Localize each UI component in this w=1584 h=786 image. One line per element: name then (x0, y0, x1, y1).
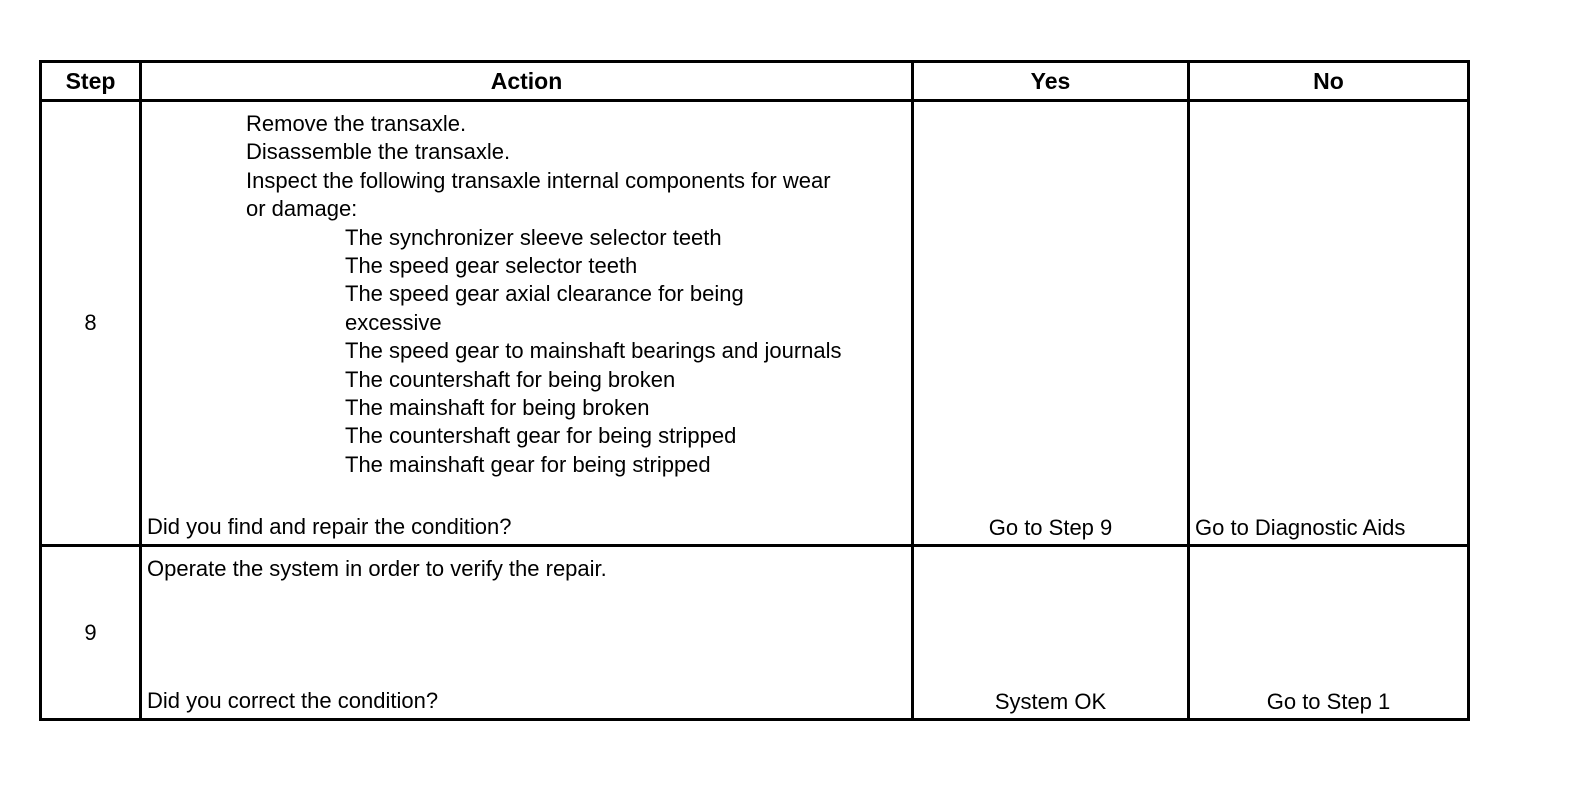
inspection-item: The countershaft for being broken (345, 366, 676, 392)
table-header-row (41, 62, 1469, 101)
instruction-line: or damage: (246, 196, 358, 222)
header-yes: Yes (913, 62, 1189, 101)
table-row-step-9 (41, 546, 1469, 720)
action-cell (141, 546, 913, 720)
question-text: Did you find and repair the condition? (147, 513, 512, 539)
yes-answer: Go to Step 9 (988, 515, 1113, 540)
no-answer: Go to Diagnostic Aids (1195, 515, 1406, 540)
header-step: Step (41, 62, 141, 101)
yes-answer: System OK (994, 689, 1107, 714)
header-no: No (1189, 62, 1469, 101)
inspection-items-list (345, 224, 910, 480)
no-cell (1189, 546, 1469, 720)
action-instructions (246, 110, 910, 479)
table-row-step-8 (41, 101, 1469, 546)
no-cell (1189, 101, 1469, 546)
question-text: Did you correct the condition? (147, 687, 439, 713)
inspection-item: The synchronizer sleeve selector teeth (345, 224, 722, 250)
instruction-line: Disassemble the transaxle. (246, 139, 511, 165)
yes-cell (913, 546, 1189, 720)
instruction-line: Remove the transaxle. (246, 111, 467, 136)
step-number: 8 (41, 101, 141, 546)
inspection-item: The mainshaft gear for being stripped (345, 451, 711, 477)
instruction-line: Operate the system in order to verify the repair. (147, 556, 607, 581)
inspection-item: The mainshaft for being broken (345, 395, 650, 421)
inspection-item: The countershaft gear for being stripped (345, 423, 737, 449)
inspection-item: excessive (345, 309, 442, 335)
action-cell (141, 101, 913, 546)
inspection-item: The speed gear axial clearance for being (345, 281, 744, 307)
inspection-item: The speed gear selector teeth (345, 253, 638, 279)
instruction-line: Inspect the following transaxle internal components for wear (246, 167, 831, 193)
diagnostic-table (39, 60, 1470, 721)
diagnostic-table-container (39, 60, 1470, 721)
yes-cell (913, 101, 1189, 546)
inspection-item: The speed gear to mainshaft bearings and journals (345, 338, 842, 364)
header-action: Action (141, 62, 913, 101)
step-number: 9 (41, 546, 141, 720)
no-answer: Go to Step 1 (1266, 689, 1391, 714)
